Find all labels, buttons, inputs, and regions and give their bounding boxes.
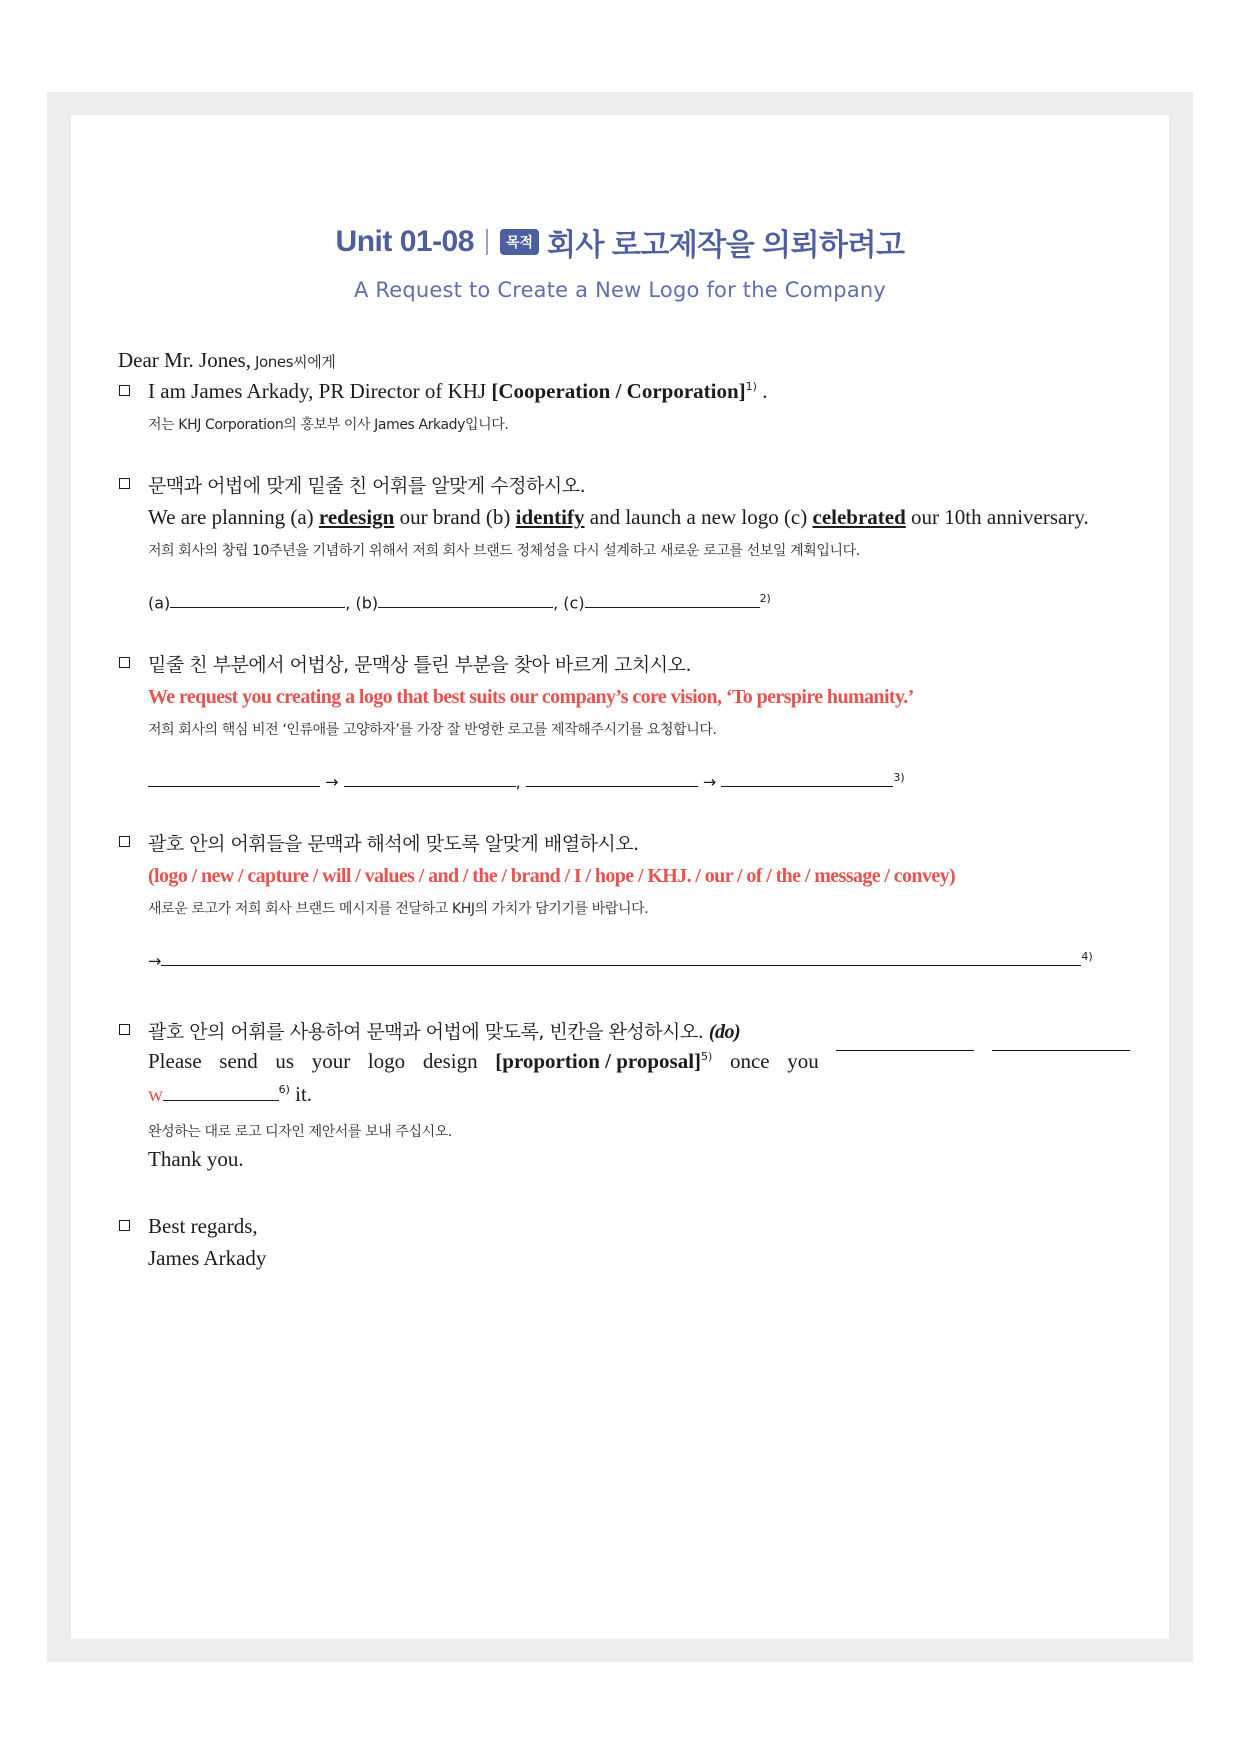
thanks-line: Thank you. [148, 1147, 244, 1171]
item4-note: 4) [1081, 950, 1093, 963]
item5-end: it. [295, 1082, 313, 1106]
item3-note: 3) [893, 771, 905, 784]
greeting-en: Dear Mr. Jones, [118, 348, 251, 372]
item5-note-6: 6) [278, 1083, 290, 1096]
blank-label-a: (a) [148, 593, 171, 613]
word: us [275, 1049, 295, 1073]
item2-answer-row [148, 592, 771, 612]
checkbox-icon [119, 836, 130, 847]
arrow-icon: → [325, 772, 339, 792]
item4-instruction: 괄호 안의 어휘들을 문맥과 해석에 맞도록 알맞게 배열하시오. [148, 833, 639, 855]
answer-blank-b[interactable] [378, 606, 553, 608]
item2-note: 2) [759, 592, 771, 605]
item5-instruction [148, 1017, 740, 1044]
item1-translation: 저는 KHJ Corporation의 홍보부 이사 James Arkady입니다. [148, 417, 509, 433]
item4-word-list: (logo / new / capture / will / values / and / the / brand / I / hope / KHJ. / our / of / the / message / convey) [148, 865, 956, 887]
item5-sentence-line1 [148, 1049, 1130, 1074]
answer-blank-sentence[interactable] [161, 964, 1081, 966]
closing-name: James Arkady [148, 1246, 267, 1270]
item2-instruction: 문맥과 어법에 맞게 밑줄 친 어휘를 알맞게 수정하시오. [148, 475, 586, 497]
item5-translation: 완성하는 대로 로고 디자인 제안서를 보내 주십시오. [148, 1124, 452, 1140]
checkbox-icon [119, 478, 130, 489]
arrow-icon: → [148, 951, 162, 971]
answer-blank-2[interactable] [992, 1049, 1130, 1051]
item2-translation: 저희 회사의 창립 10주년을 기념하기 위해서 저희 회사 브랜드 정체성을 다시 설계하고 새로운 로고를 선보일 계획입니다. [148, 543, 860, 559]
word: your [311, 1049, 351, 1073]
checkbox-icon [119, 657, 130, 668]
item3-answer-row [148, 771, 905, 791]
item3-translation: 저희 회사의 핵심 비전 ‘인류애를 고양하자’를 가장 잘 반영한 로고를 제작해주시기를 요청합니다. [148, 722, 717, 738]
answer-blank-fix-2[interactable] [721, 785, 893, 787]
item2-text-3: and launch a new logo (c) [589, 505, 808, 529]
word: you [787, 1049, 819, 1073]
answer-blank-3[interactable] [163, 1099, 279, 1101]
purpose-badge: 목적 [500, 229, 539, 255]
page-title [0, 220, 1240, 264]
item4-answer-row [148, 950, 1093, 970]
item5-first-letter: w [148, 1082, 163, 1106]
answer-blank-a[interactable] [170, 606, 345, 608]
item3-comma: , [515, 772, 521, 792]
item1-end: . [762, 379, 768, 403]
item5-sentence [148, 1049, 1130, 1074]
item5-hint: (do) [708, 1021, 741, 1043]
item1-text: I am James Arkady, PR Director of KHJ [148, 379, 487, 403]
item2-word-c: celebrated [812, 505, 906, 529]
item4-translation: 새로운 로고가 저희 회사 브랜드 메시지를 전달하고 KHJ의 가치가 담기기를 바랍니다. [148, 901, 649, 917]
korean-title: 회사 로고제작을 의뢰하려고 [547, 229, 905, 262]
item3-sentence: We request you creating a logo that best suits our company’s core vision, ‘To perspire humanity.’ [148, 686, 914, 708]
answer-blank-wrong-1[interactable] [148, 785, 320, 787]
word: send [219, 1049, 258, 1073]
item5-choice-group [495, 1049, 712, 1074]
word: once [729, 1049, 770, 1073]
item2-word-b: identify [515, 505, 585, 529]
english-subtitle: A Request to Create a New Logo for the Company [353, 278, 887, 302]
checkbox-icon [119, 1024, 130, 1035]
item1-sentence [148, 379, 767, 404]
checkbox-icon [119, 1220, 130, 1231]
item2-text-2: our brand (b) [399, 505, 511, 529]
word: design [422, 1049, 478, 1073]
answer-blank-wrong-2[interactable] [526, 785, 698, 787]
checkbox-icon [119, 385, 130, 396]
item5-choice: [proportion / proposal] [495, 1049, 702, 1073]
item5-note-5: 5) [701, 1050, 713, 1063]
closing-regards: Best regards, [148, 1214, 258, 1238]
item5-sentence-line2 [148, 1082, 312, 1107]
greeting [118, 348, 335, 373]
arrow-icon: → [702, 772, 717, 792]
greeting-ko: Jones씨에게 [254, 353, 336, 371]
answer-blank-1[interactable] [836, 1049, 974, 1051]
title-divider [486, 229, 488, 255]
blank-label-b: , (b) [345, 593, 379, 613]
item5-instruction-text: 괄호 안의 어휘를 사용하여 문맥과 어법에 맞도록, 빈칸을 완성하시오. [148, 1021, 704, 1043]
word: Please [148, 1049, 202, 1073]
unit-label: Unit 01-08 [335, 225, 474, 258]
answer-blank-c[interactable] [585, 606, 760, 608]
item2-text-1: We are planning (a) [148, 505, 314, 529]
item2-sentence [148, 505, 1089, 530]
word: logo [367, 1049, 406, 1073]
item1-choice: [Cooperation / Corporation] [491, 379, 746, 403]
item3-instruction: 밑줄 친 부분에서 어법상, 문맥상 틀린 부분을 찾아 바르게 고치시오. [148, 654, 691, 676]
item2-word-a: redesign [318, 505, 395, 529]
blank-label-c: , (c) [553, 593, 585, 613]
answer-blank-fix-1[interactable] [344, 785, 516, 787]
item1-note: 1) [745, 380, 757, 393]
item2-text-4: our 10th anniversary. [911, 505, 1089, 529]
worksheet-header [0, 220, 1240, 302]
